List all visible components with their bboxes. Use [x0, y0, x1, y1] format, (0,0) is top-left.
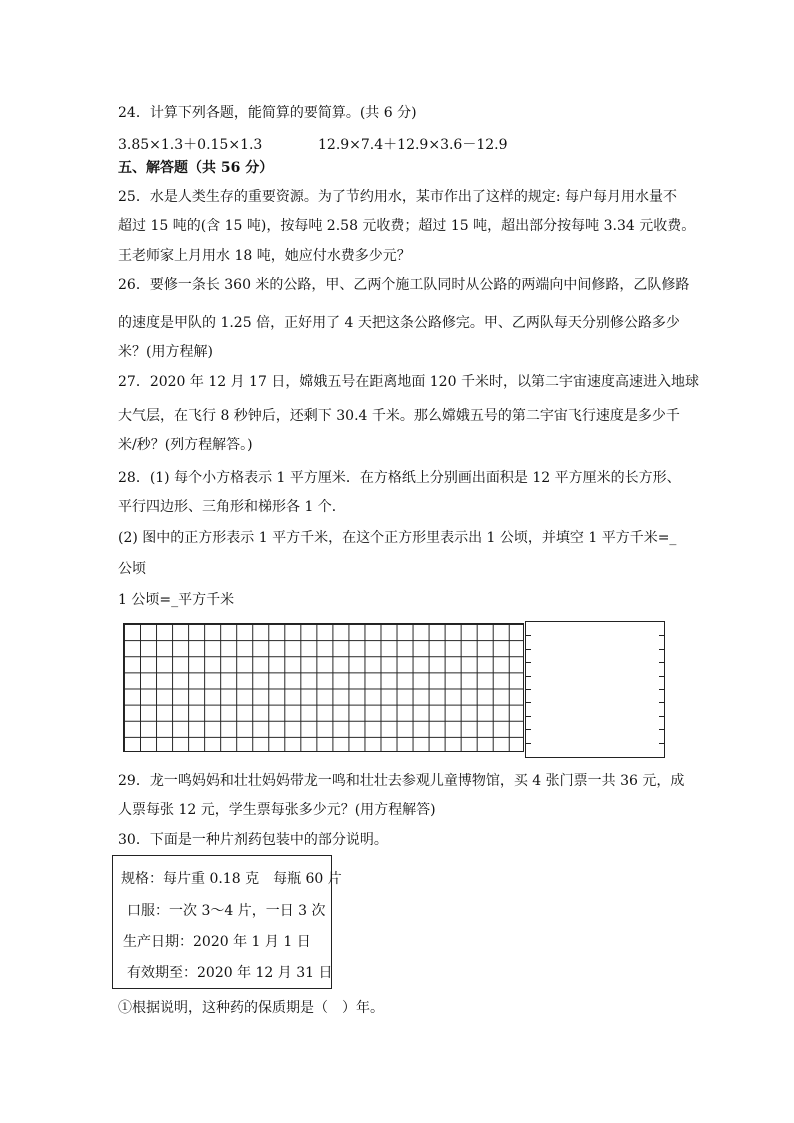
q24-expression-1: 3.85×1.3＋0.15×1.3 [118, 137, 263, 153]
q26-line-3: 米？(用方程解) [118, 344, 213, 360]
q30-line-1: 30．下面是一种片剂药包装中的部分说明。 [118, 832, 388, 848]
q27-line-3: 米/秒？(列方程解答。) [118, 437, 253, 453]
scale-tick [659, 635, 664, 636]
q25-line-1: 25．水是人类生存的重要资源。为了节约用水，某市作出了这样的规定: 每户每月用水量不 [118, 189, 677, 205]
section-5-title: 五、解答题（共 56 分） [118, 160, 274, 176]
q29-line-1: 29．龙一鸣妈妈和壮壮妈妈带龙一鸣和壮壮去参观儿童博物馆，买 4 张门票一共 36 元，成 [118, 773, 685, 789]
scale-tick [659, 702, 664, 703]
label-expiry: 有效期至：2020 年 12 月 31 日 [127, 965, 333, 981]
label-production-date: 生产日期：2020 年 1 月 1 日 [123, 934, 311, 950]
scale-tick [526, 649, 531, 650]
q29-line-2: 人票每张 12 元，学生票每张多少元？(用方程解答) [118, 802, 436, 818]
q28-line-4: 公顷 [118, 561, 146, 577]
q26-line-2: 的速度是甲队的 1.25 倍，正好用了 4 天把这条公路修完。甲、乙两队每天分别修公路多少 [118, 315, 680, 331]
q27-line-2: 大气层，在飞行 8 秒钟后，还剩下 30.4 千米。那么嫦娥五号的第二宇宙飞行速度是多少千 [118, 408, 680, 424]
q25-line-3: 王老师家上月用水 18 吨，她应付水费多少元？ [118, 248, 411, 264]
scale-tick [659, 689, 664, 690]
q24-title: 24．计算下列各题，能简算的要简算。(共 6 分) [118, 105, 417, 121]
q28-line-2: 平行四边形、三角形和梯形各 1 个． [118, 499, 346, 515]
scale-tick [526, 743, 531, 744]
q28-line-5: 1 公顷=_平方千米 [118, 592, 235, 608]
scale-tick [526, 702, 531, 703]
scale-tick [659, 676, 664, 677]
medicine-label-box [112, 855, 342, 989]
q27-line-1: 27．2020 年 12 月 17 日，嫦娥五号在距离地面 120 千米时，以第二宇宙速度高速进入地球 [118, 374, 699, 390]
scale-tick [659, 649, 664, 650]
label-dosage: 口服：一次 3～4 片，一日 3 次 [127, 903, 326, 919]
scale-tick [526, 689, 531, 690]
scale-tick [526, 729, 531, 730]
q24-expression-2: 12.9×7.4＋12.9×3.6－12.9 [318, 137, 508, 153]
scale-tick [526, 716, 531, 717]
grid-paper [123, 623, 524, 752]
q25-line-2: 超过 15 吨的(含 15 吨)，按每吨 2.58 元收费；超过 15 吨，超出部分按每吨 3.34 元收费。 [118, 218, 696, 234]
q26-line-1: 26．要修一条长 360 米的公路，甲、乙两个施工队同时从公路的两端向中间修路，乙队修路 [118, 277, 690, 293]
q30-sub-question-1: ①根据说明，这种药的保质期是（ ）年。 [118, 1000, 384, 1016]
label-spec: 规格：每片重 0.18 克 每瓶 60 片 [121, 871, 342, 887]
scale-tick [659, 743, 664, 744]
scale-tick [526, 676, 531, 677]
scale-tick [526, 635, 531, 636]
scale-tick [659, 662, 664, 663]
square-one-sq-km [525, 621, 665, 758]
q28-line-1: 28．(1) 每个小方格表示 1 平方厘米．在方格纸上分别画出面积是 12 平方厘米的长方形、 [118, 470, 681, 486]
q28-line-3: (2) 图中的正方形表示 1 平方千米，在这个正方形里表示出 1 公顷，并填空 1 平方千米=_ [118, 530, 677, 546]
scale-tick [659, 729, 664, 730]
scale-tick [659, 716, 664, 717]
scale-tick [526, 662, 531, 663]
